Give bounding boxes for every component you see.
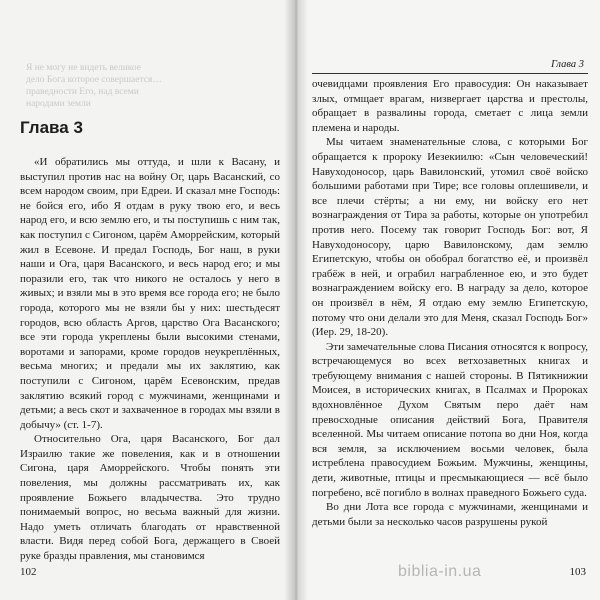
- paragraph: Мы читаем знаменательные слова, с которыми Бог обращается к пророку Иезекиилю: «Сын человеческий! Навуходоносор, царь Вавилонский, утомил своё войско большими работами при Тире; все головы оплешивели, и все плечи стёрты; а ни ему, ни войску его нет вознаграждения от Тира за работы, которые он употребил против него. Посему так говорит Господь Бог: вот, Я Навуходоносору, царю Вавилонскому, дам землю Египетскую, чтобы он обобрал богатство её, и произвёл грабёж в ней, и ограбил награбленное ею, и это будет вознаграждением войску его. В награду за дело, которое он произвёл в нём, Я отдаю ему землю Египетскую, потому что они делали это для Меня, сказал Господь Бог» (Иер. 29, 18-20).: [312, 136, 588, 339]
- show-through-text: [26, 62, 266, 110]
- site-watermark: biblia-in.ua: [398, 563, 482, 580]
- show-through-line: народами земли: [26, 99, 91, 109]
- show-through-line: праведности Его, над всеми: [26, 87, 139, 97]
- show-through-line: Я не могу не видеть великое: [26, 63, 142, 73]
- left-page: [0, 0, 295, 600]
- paragraph: очевидцами проявления Его правосудия: Он наказывает злых, отмщает врагам, низвергает царства и престолы, обращает в развалины города, сметает с лица земли племена и народы.: [312, 78, 588, 134]
- chapter-title: Глава 3: [20, 118, 83, 137]
- page-number: 102: [20, 566, 37, 578]
- paragraph: Эти замечательные слова Писания относятся к вопросу, встречающемуся во всех ветхозаветных книгах и требующему внимания с нашей стороны. В Пятикнижии Моисея, в исторических книгах, в Псалмах и Пророках вдохновлённое Духом Святым перо даёт нам превосходные описания действий Бога, Правителя вселенной. Мы читаем описание потопа во дни Ноя, когда вся земля, за исключением восьми человек, была истреблена правосудием Божьим. Мужчины, женщины, дети, животные, птицы и пресмыкающиеся — всё было погребено, всё погибло в волнах праведного Божьего суда.: [312, 340, 588, 499]
- show-through-line: дело Бога которое совершается…: [26, 75, 162, 85]
- page-number: 103: [569, 566, 586, 578]
- right-page-body: [312, 77, 588, 529]
- left-page-body: [20, 155, 280, 564]
- paragraph: Во дни Лота все города с мужчинами, женщинами и детьми были за несколько часов разрушены рукой: [312, 501, 588, 528]
- paragraph: Относительно Ога, царя Васанского, Бог дал Израилю такие же повеления, как и в отношении Сигона, царя Аморрейского. Чтобы понять эти повеления, мы должны рассматривать их, как проявление Божьего владычества. Это трудно понимаемый вопрос, но весьма важный для жизни. Надо уметь отличать благодать от нравственной власти. Видя перед собой Бога, держащего в Своей руке бразды правления, мы становимся: [20, 433, 280, 563]
- running-head-title: Глава 3: [551, 59, 584, 70]
- paragraph: «И обратились мы оттуда, и шли к Васану, и выступил против нас на войну Ог, царь Васанский, со всем народом своим, при Едреи. И сказал мне Господь: не бойся его, ибо Я отдам в руку твою его, и весь народ его, и всю землю его, и ты поступишь с ним так, как поступил с Сигоном, царём Аморрейским, который жил в Есевоне. И предал Господь, Бог наш, в руки наши и Ога, царя Васанского, и весь народ его; и мы поразили его, так что никого не осталось у него в живых; и взяли мы в это время все города его; не было города, которого мы не взяли бы у них: шестьдесят городов, всю область Аргов, царство Ога Васанского; все эти города укреплены были высокими стенами, воротами и запорами, кроме городов неукреплённых, весьма многих; и предали мы их заклятию, как поступили с Сигоном, царём Есевонским, предав заклятию всякий город с мужчинами, женщинами и детьми; а весь скот и захваченное в городах мы взяли в добычу» (ст. 1-7).: [20, 156, 280, 431]
- book-gutter: [284, 0, 308, 600]
- running-head: [312, 58, 588, 74]
